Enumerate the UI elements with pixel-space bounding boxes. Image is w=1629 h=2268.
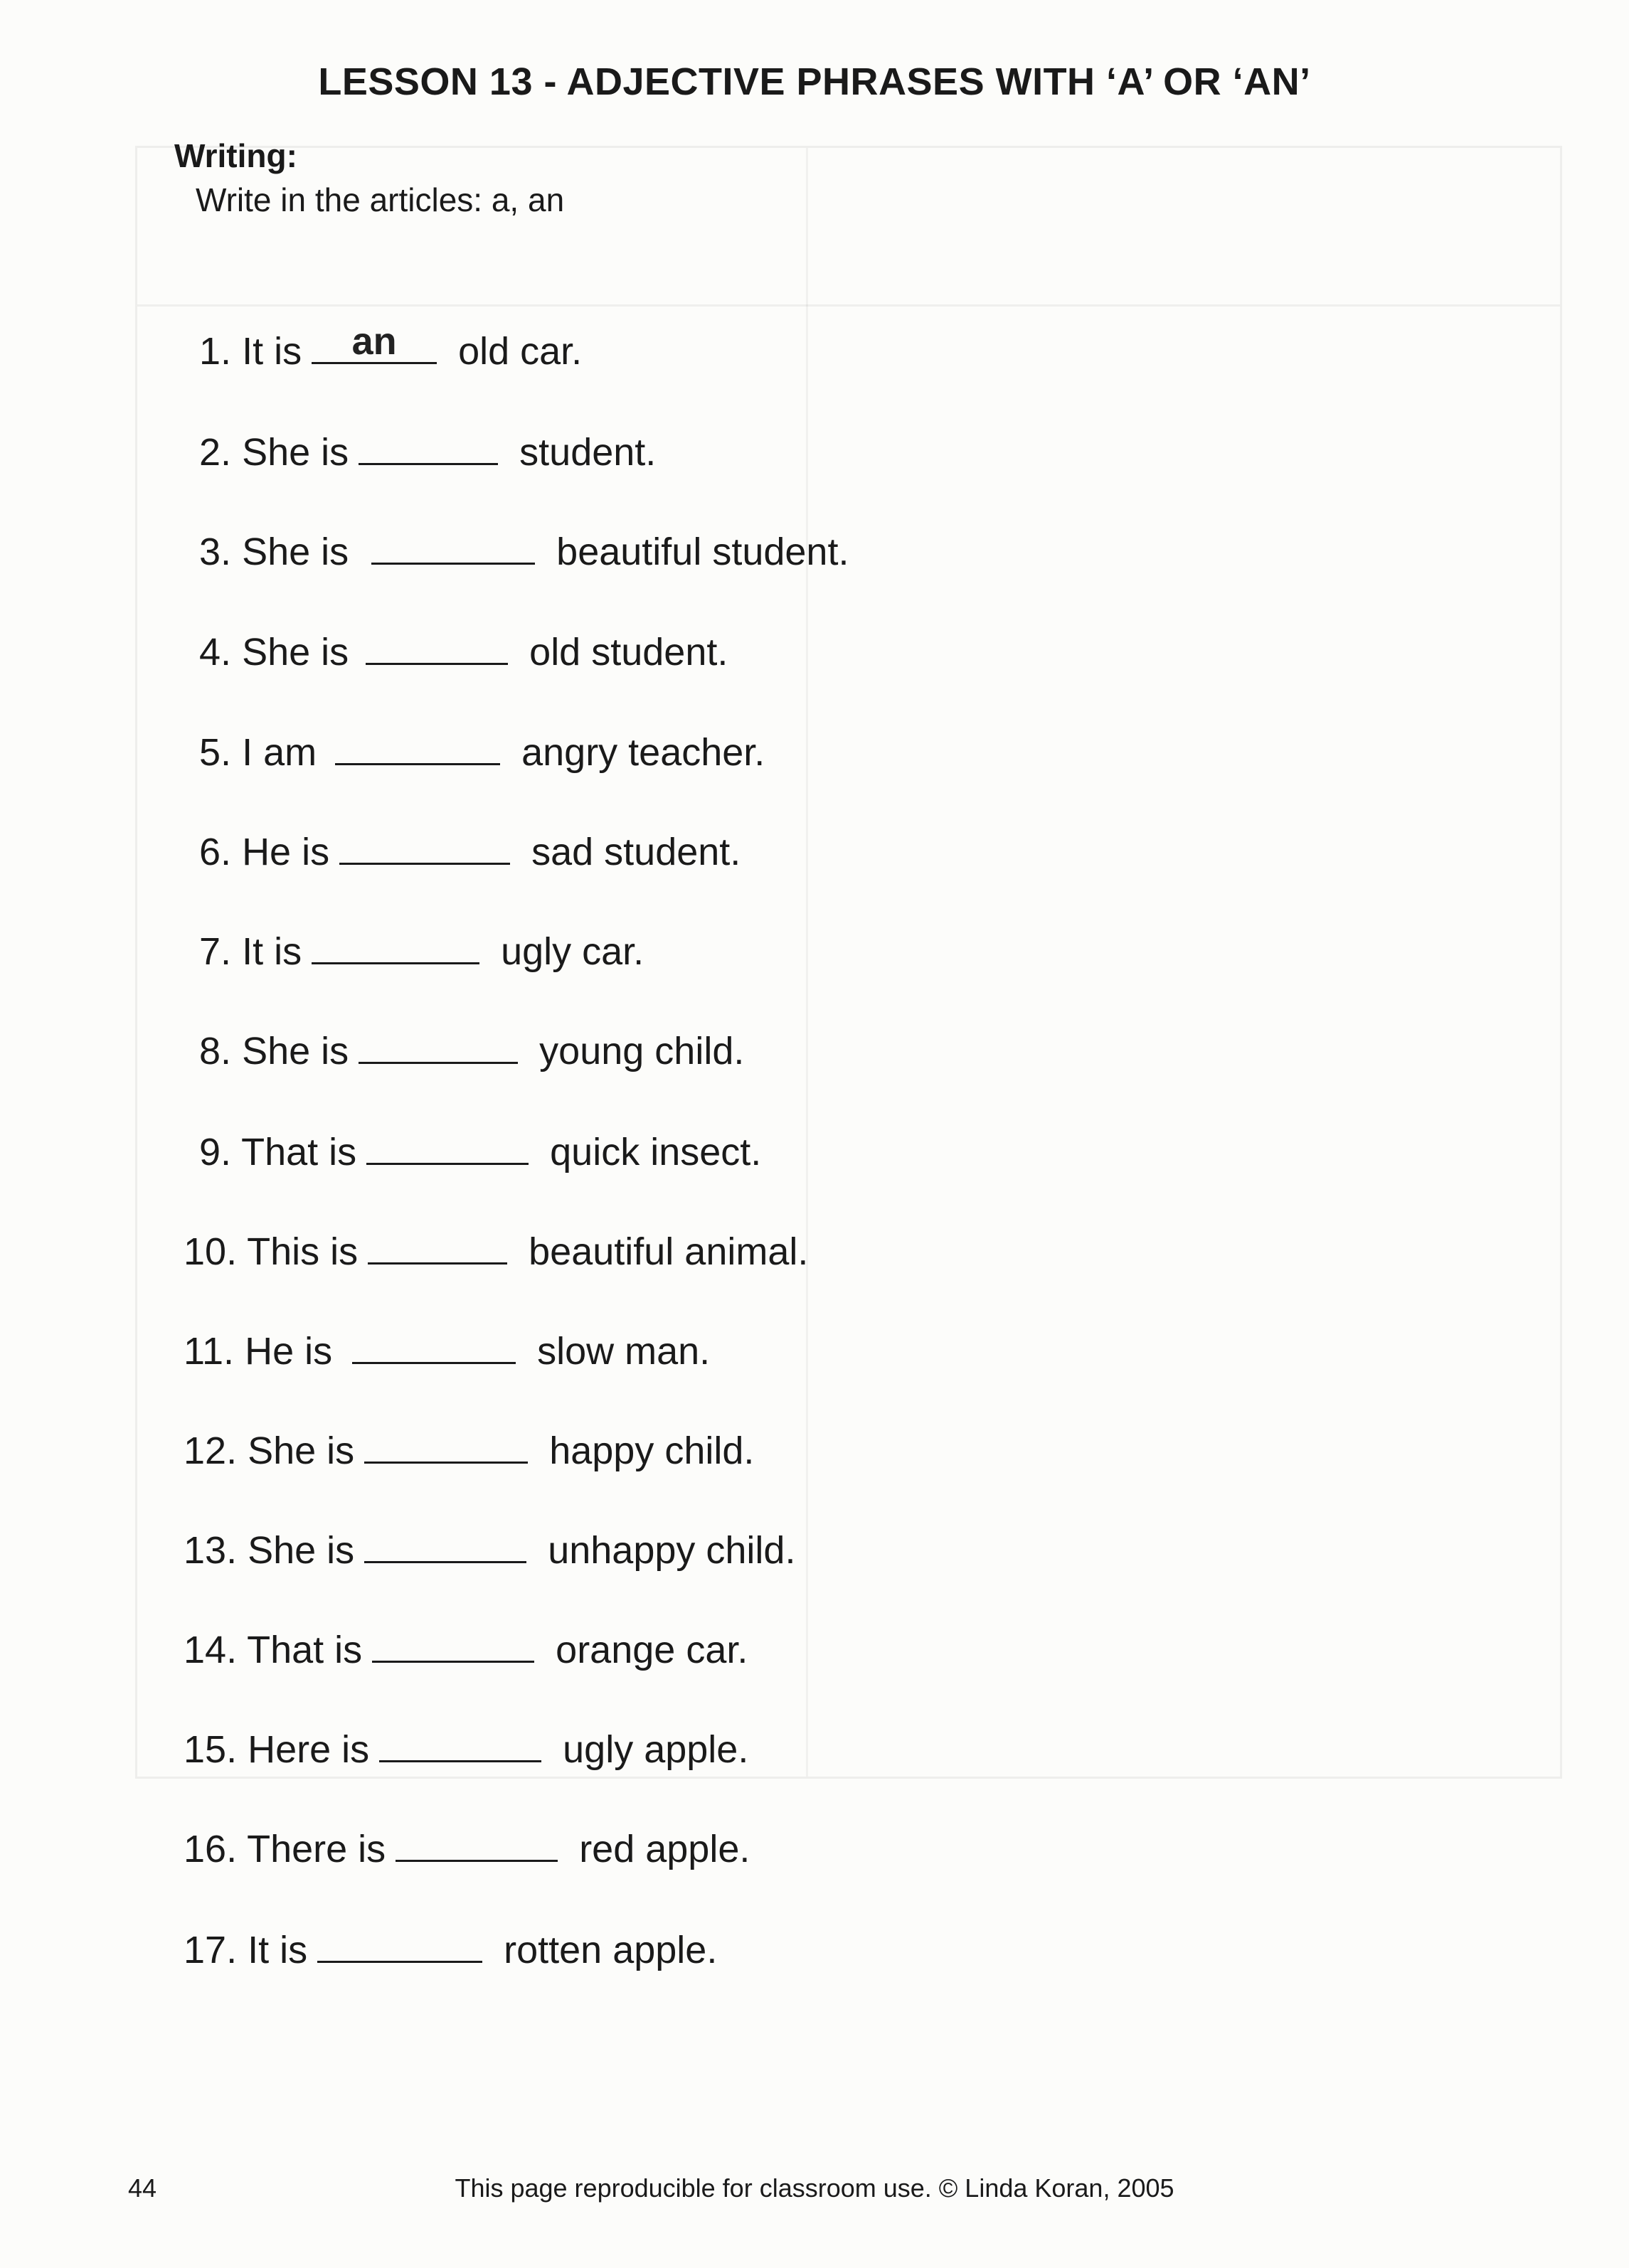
exercise-number: 2. [199,431,232,474]
exercise-number: 11. [184,1330,235,1373]
exercise-item [199,928,644,974]
answer-blank[interactable] [364,1427,528,1464]
exercise-tail: beautiful animal. [529,1230,809,1273]
exercise-item [199,528,849,575]
answer-blank[interactable] [359,1028,518,1064]
answer-blank[interactable] [371,528,535,565]
answer-blank[interactable] [396,1826,558,1862]
exercise-number: 1. [199,330,232,373]
exercise-number: 3. [199,531,232,573]
exercise-lead: It is [242,930,302,973]
exercise-lead: She is [242,431,349,474]
exercise-tail: young child. [539,1030,745,1072]
exercise-tail: beautiful student. [556,531,849,573]
exercise-number: 7. [199,930,232,973]
exercise-item [199,729,765,775]
exercise-tail: ugly car. [501,930,644,973]
exercise-lead: She is [242,1030,349,1072]
exercise-lead: That is [247,1629,363,1671]
exercise-item [199,1129,761,1175]
exercise-item [199,1028,744,1074]
answer-text: an [351,320,397,363]
exercise-item [199,320,583,374]
exercise-item [184,1627,748,1673]
exercise-lead: That is [241,1131,357,1173]
exercise-number: 17. [184,1929,238,1971]
exercise-tail: ugly apple. [563,1728,749,1771]
exercise-tail: angry teacher. [521,731,765,774]
exercise-lead: He is [245,1330,333,1373]
exercise-lead: She is [248,1430,355,1472]
exercise-lead: It is [242,330,302,373]
answer-blank[interactable] [366,629,508,665]
answer-blank[interactable] [339,829,510,865]
exercise-tail: old student. [529,631,728,674]
instructions: Write in the articles: a, an [196,181,565,218]
exercise-lead: He is [242,831,330,873]
exercise-tail: unhappy child. [548,1529,796,1572]
exercise-number: 12. [184,1430,238,1472]
answer-blank[interactable] [359,429,498,465]
exercise-item [184,1427,754,1474]
exercise-tail: quick insect. [550,1131,762,1173]
exercise-lead: It is [248,1929,308,1971]
answer-blank[interactable] [312,320,437,364]
footer-note: This page reproducible for classroom use. © Linda Koran, 2005 [455,2173,1174,2203]
lesson-title: LESSON 13 - ADJECTIVE PHRASES WITH ‘A’ OR ‘AN’ [318,60,1311,103]
exercise-item [199,429,656,475]
exercise-item [184,1826,750,1872]
exercise-tail: slow man. [537,1330,711,1373]
exercise-number: 9. [199,1131,232,1173]
answer-blank[interactable] [312,928,479,964]
exercise-item [199,629,728,675]
exercise-number: 6. [199,831,232,873]
exercise-tail: rotten apple. [504,1929,718,1971]
exercise-number: 5. [199,731,232,774]
answer-blank[interactable] [335,729,500,765]
exercise-number: 15. [184,1728,238,1771]
exercise-item [184,1527,795,1573]
exercise-item [184,1726,748,1772]
answer-blank[interactable] [352,1328,516,1364]
answer-blank[interactable] [366,1129,529,1165]
exercise-number: 13. [184,1529,238,1572]
answer-blank[interactable] [379,1726,541,1762]
exercise-lead: Here is [248,1728,370,1771]
exercise-tail: old car. [458,330,583,373]
exercise-lead: This is [247,1230,359,1273]
exercise-lead: She is [242,631,349,674]
exercise-lead: There is [247,1828,386,1870]
exercise-item [184,1927,717,1973]
exercise-lead: She is [242,531,349,573]
exercise-number: 4. [199,631,232,674]
exercise-tail: happy child. [549,1430,755,1472]
answer-blank[interactable] [368,1228,507,1265]
page-number: 44 [128,2173,157,2203]
section-label: Writing: [174,137,297,174]
answer-blank[interactable] [372,1627,534,1663]
exercise-number: 16. [184,1828,238,1870]
exercise-number: 14. [184,1629,238,1671]
exercise-number: 8. [199,1030,232,1072]
exercise-tail: orange car. [556,1629,748,1671]
exercise-item [199,829,741,875]
exercise-tail: sad student. [531,831,741,873]
exercise-tail: student. [519,431,657,474]
exercise-item [184,1228,808,1274]
exercise-number: 10. [184,1230,238,1273]
answer-blank[interactable] [317,1927,482,1963]
answer-blank[interactable] [364,1527,526,1563]
exercise-lead: I am [242,731,317,774]
exercise-item [184,1328,710,1374]
exercise-lead: She is [248,1529,355,1572]
exercise-tail: red apple. [579,1828,750,1870]
